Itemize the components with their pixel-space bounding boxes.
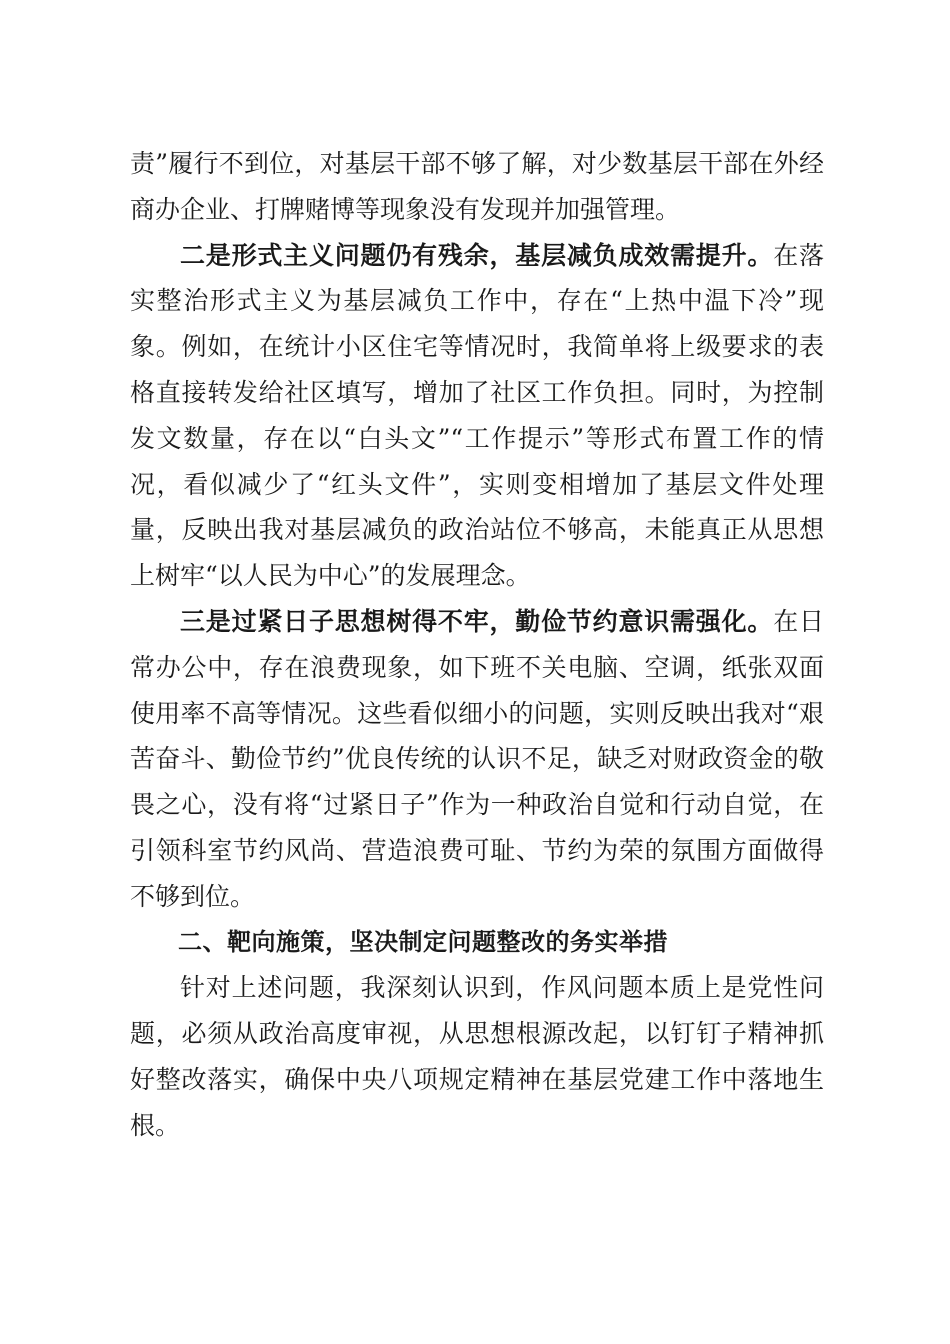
paragraph-text: 在日常办公中，存在浪费现象，如下班不关电脑、空调，纸张双面使用率不高等情况。这些看似细小的问题，实则反映出我对“艰苦奋斗、勤俭节约”优良传统的认识不足，缺乏对财政资金的敬畏之心，没有将“过紧日子”作为一种政治自觉和行动自觉，在引领科室节约风尚、营造浪费可耻、节约为荣的氛围方面做得不够到位。: [130, 606, 824, 911]
paragraph-text: 在落实整治形式主义为基层减负工作中，存在“上热中温下冷”现象。例如，在统计小区住宅等情况时，我简单将上级要求的表格直接转发给社区填写，增加了社区工作负担。同时，为控制发文数量，存在以“白头文”“工作提示”等形式布置工作的情况，看似减少了“红头文件”，实则变相增加了基层文件处理量，反映出我对基层减负的政治站位不够高，未能真正从思想上树牢“以人民为中心”的发展理念。: [130, 240, 824, 591]
paragraph-lead: 二是形式主义问题仍有残余，基层减负成效需提升。: [180, 240, 774, 270]
paragraph-continuation: [130, 141, 824, 233]
paragraph-formalism: [130, 233, 824, 599]
paragraph-frugality: [130, 599, 824, 920]
document-body: [130, 141, 824, 1149]
paragraph-text: 责”履行不到位，对基层干部不够了解，对少数基层干部在外经商办企业、打牌赌博等现象没有发现并加强管理。: [130, 149, 824, 224]
section-heading: 二、靶向施策，坚决制定问题整改的务实举措: [178, 927, 668, 956]
paragraph-lead: 三是过紧日子思想树得不牢，勤俭节约意识需强化。: [180, 606, 774, 636]
paragraph-closing: 针对上述问题，我深刻认识到，作风问题本质上是党性问题，必须从政治高度审视，从思想根源改起，以钉钉子精神抓好整改落实，确保中央八项规定精神在基层党建工作中落地生根。: [130, 973, 824, 1140]
